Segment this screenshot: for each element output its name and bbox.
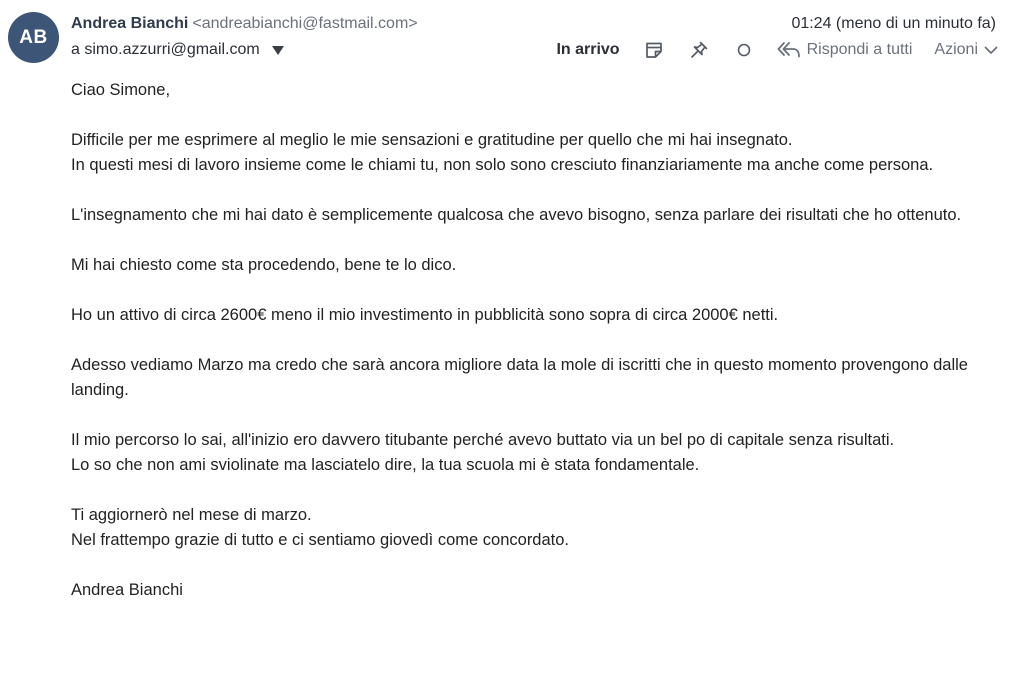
reply-all-label: Rispondi a tutti [806,41,913,58]
paragraph-line: Ti aggiornerò nel mese di marzo. [71,506,312,524]
recipient-line [71,40,284,60]
paragraph-results: Ho un attivo di circa 2600€ meno il mio investimento in pubblicità sono sopra di circa 2000€ netti. [71,306,779,324]
sender-name[interactable]: Andrea Bianchi [71,15,189,32]
actions-menu-button[interactable] [934,41,998,59]
paragraph-line: Nel frattempo grazie di tutto e ci sentiamo giovedì come concordato. [71,531,570,549]
signature: Andrea Bianchi [71,581,183,599]
paragraph-gratitude [71,128,971,178]
actions-label: Azioni [934,41,978,58]
avatar[interactable]: AB [8,12,59,63]
paragraph-line: In questi mesi di lavoro insieme come le chiami tu, non solo sono cresciuto finanziariamente ma anche come persona. [71,156,934,174]
greeting: Ciao Simone, [71,81,171,99]
reply-all-icon [777,41,801,59]
paragraph-march: Adesso vediamo Marzo ma credo che sarà ancora migliore data la mole di iscritti che in questo momento provengono dalle landing. [71,356,968,399]
note-icon[interactable] [642,38,666,62]
pin-icon[interactable] [687,38,711,62]
recipients-dropdown-icon[interactable] [272,46,284,55]
chevron-down-icon [984,45,998,55]
paragraph-line: Il mio percorso lo sai, all'inizio ero davvero titubante perché avevo buttato via un bel po di capitale senza risultati. [71,431,895,449]
sender-line [71,14,418,34]
folder-label[interactable]: In arrivo [556,41,620,58]
paragraph-progress: Mi hai chiesto come sta procedendo, bene te lo dico. [71,256,457,274]
paragraph-journey [71,428,971,478]
recipient-text: a simo.azzurri@gmail.com [71,41,260,58]
message-timestamp: 01:24 (meno di un minuto fa) [791,15,996,32]
paragraph-line: Difficile per me esprimere al meglio le mie sensazioni e gratitudine per quello che mi hai insegnato. [71,131,793,149]
reply-all-button[interactable] [777,41,913,59]
sender-email[interactable]: <andreabianchi@fastmail.com> [192,15,418,32]
message-toolbar [556,36,998,64]
paragraph-line: Lo so che non ami sviolinate ma lasciatelo dire, la tua scuola mi è stata fondamentale. [71,456,700,474]
paragraph-closing [71,503,971,553]
circle-icon[interactable] [732,38,756,62]
message-body [71,78,971,628]
paragraph-teaching: L'insegnamento che mi hai dato è semplicemente qualcosa che avevo bisogno, senza parlare dei risultati che ho ottenuto. [71,206,962,224]
